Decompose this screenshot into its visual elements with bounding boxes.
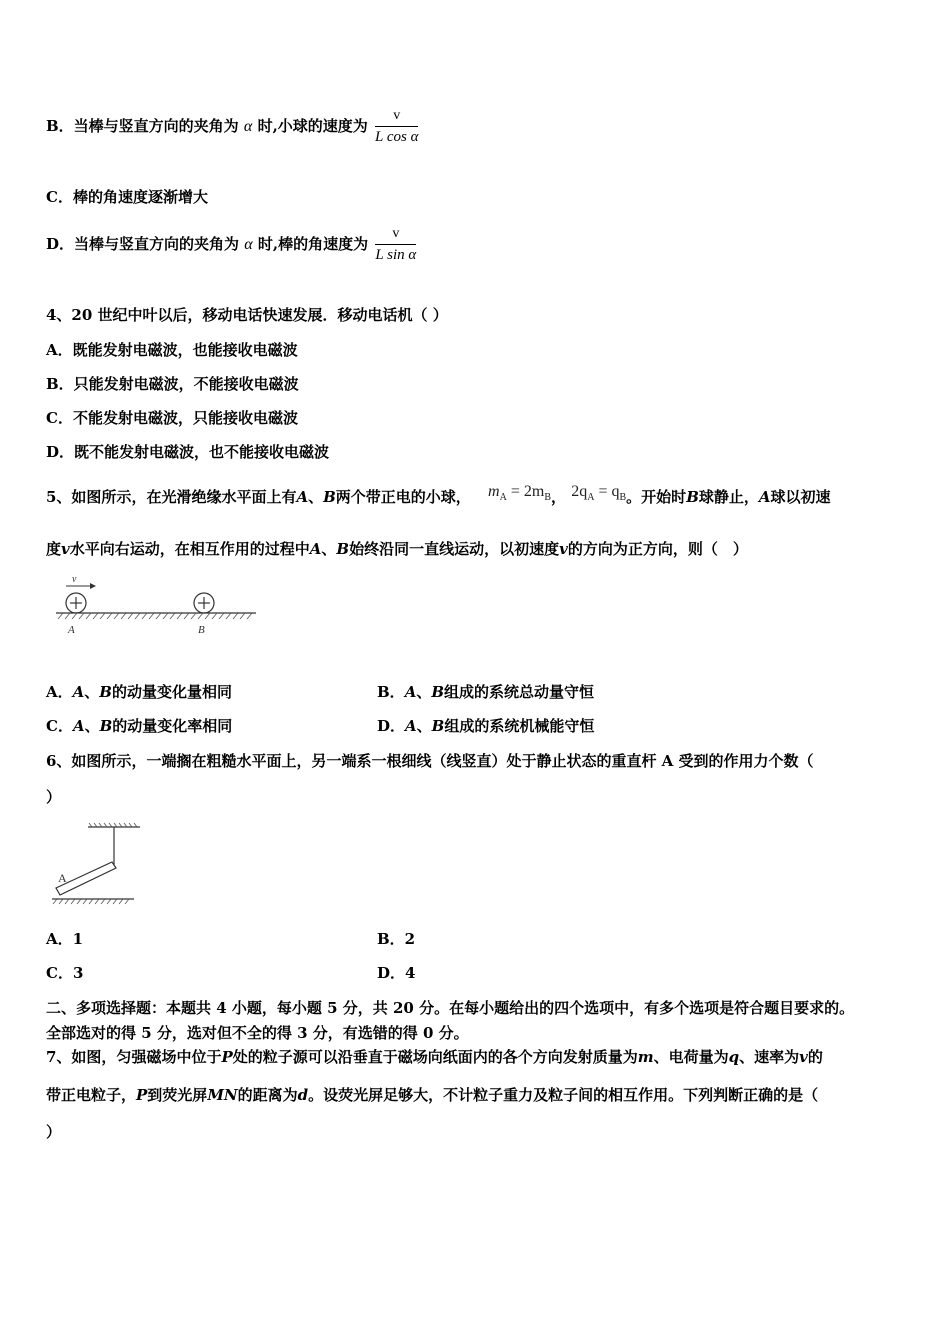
q5-stem-text: 。开始时 xyxy=(626,488,687,506)
q5-ball-b-label: B xyxy=(99,717,113,735)
q6-floor xyxy=(52,899,134,904)
q5-ball-b-label: B xyxy=(686,488,699,506)
q3-option-d-fraction xyxy=(375,226,416,264)
q7-stem-text: 的距离为 xyxy=(237,1086,298,1104)
q3-option-c: C．棒的角速度逐渐增大 xyxy=(46,188,208,206)
q5-stem-text: 水平向右运动，在相互作用的过程中 xyxy=(69,540,310,558)
q5-eq-mass-rsub: B xyxy=(544,492,551,504)
q3-option-b-fraction xyxy=(375,108,418,146)
q7-stem-text: 处的粒子源可以沿垂直于磁场向纸面内的各个方向发射质量为 xyxy=(232,1048,638,1066)
q5-stem-text: 两个带正电的小球， xyxy=(335,488,471,506)
q5-ball-b-label: B xyxy=(336,540,350,558)
q5-stem-text: 5、如图所示，在光滑绝缘水平面上有 xyxy=(46,488,297,506)
q4-option-b: B．只能发射电磁波，不能接收电磁波 xyxy=(46,375,299,393)
q5-stem-text: 始终沿同一直线运动，以初速度 xyxy=(349,540,560,558)
q7-stem-text: 7、如图，匀强磁场中位于 xyxy=(46,1048,222,1066)
q3-option-d-post: 时,棒的角速度为 xyxy=(257,235,369,253)
q5-ball-a-label: A xyxy=(296,488,309,506)
q5-ball-a xyxy=(66,593,86,613)
q5-option-b xyxy=(377,681,594,702)
q5-option-b-text: 组成的系统总动量守恒 xyxy=(444,683,595,701)
q7-mass-symbol: m xyxy=(637,1048,654,1066)
q6-rod-label: A xyxy=(58,871,67,885)
q5-ball-a-label: A xyxy=(405,717,417,735)
q5-comma: ， xyxy=(550,488,566,506)
q5-sep: 、 xyxy=(321,540,337,558)
q7-stem-text: 、速率为 xyxy=(739,1048,800,1066)
q5-eq-charge-lhs: 2q xyxy=(571,483,588,500)
q6-ceiling xyxy=(88,823,140,827)
q6-option-b: B．2 xyxy=(377,930,416,948)
q3-option-b-post: 时,小球的速度为 xyxy=(257,117,368,135)
q7-stem-line2 xyxy=(46,1084,818,1105)
q5-sep: 、 xyxy=(308,488,324,506)
q6-stem-line2: ） xyxy=(46,788,62,806)
q3-option-d-numerator: v xyxy=(375,226,416,245)
q6-stem-line1: 6、如图所示，一端搁在粗糙水平面上，另一端系一根细线（线竖直）处于静止状态的重直杆 A 受到的作用力个数（ xyxy=(46,752,814,770)
q5-velocity: v xyxy=(559,540,568,558)
q5-ball-b xyxy=(194,593,214,613)
q4-stem: 4、20 世纪中叶以后，移动电话快速发展．移动电话机（ ） xyxy=(46,306,448,324)
q5-eq-mass-lhs: m xyxy=(488,483,500,500)
q5-option-c xyxy=(46,715,232,736)
q5-option-d-text: 组成的系统机械能守恒 xyxy=(444,717,595,735)
q5-option-d-prefix: D． xyxy=(377,717,406,735)
q7-stem-text: 、电荷量为 xyxy=(653,1048,729,1066)
q5-figure-a-label: A xyxy=(68,624,75,636)
q7-distance-symbol: d xyxy=(297,1086,309,1104)
q7-stem-text: 的 xyxy=(807,1048,823,1066)
q7-stem-text: 带正电粒子， xyxy=(46,1086,137,1104)
q3-option-b-angle: α xyxy=(243,118,253,135)
q5-sep: 、 xyxy=(84,717,100,735)
section2-instructions-line2: 全部选对的得 5 分，选对但不全的得 3 分，有选错的得 0 分。 xyxy=(46,1024,469,1042)
q5-velocity-arrow xyxy=(66,583,96,589)
q5-stem-text: 球以初速 xyxy=(770,488,831,506)
q7-stem-line3: ） xyxy=(46,1123,62,1141)
q4-option-a: A．既能发射电磁波，也能接收电磁波 xyxy=(46,341,298,359)
q5-eq-mass xyxy=(488,483,551,504)
q3-option-d-pre: D．当棒与竖直方向的夹角为 xyxy=(46,235,240,253)
q5-stem-text: 的方向为正方向，则（ ） xyxy=(567,540,748,558)
q5-ball-a-label: A xyxy=(72,717,85,735)
q5-eq-charge xyxy=(571,483,627,504)
q5-eq-charge-rhs: = q xyxy=(594,483,620,500)
q3-option-b-pre: B．当棒与竖直方向的夹角为 xyxy=(46,117,239,135)
q5-stem-line2 xyxy=(46,538,748,559)
q5-sep: 、 xyxy=(84,683,100,701)
q7-point-p: P xyxy=(221,1048,233,1066)
q5-ball-b-label: B xyxy=(99,683,112,701)
q5-ball-b-label: B xyxy=(431,717,445,735)
q7-point-p: P xyxy=(136,1086,148,1104)
q5-sep: 、 xyxy=(416,683,432,701)
q5-stem-text: 度 xyxy=(46,540,62,558)
q5-figure-b-label: B xyxy=(198,624,205,636)
q5-figure-v-label: v xyxy=(72,574,77,585)
q5-velocity: v xyxy=(61,540,70,558)
q5-eq-charge-rsub: B xyxy=(619,492,627,504)
q4-option-d: D．既不能发射电磁波，也不能接收电磁波 xyxy=(46,443,330,461)
q5-sep: 、 xyxy=(416,717,432,735)
q5-option-c-text: 的动量变化率相同 xyxy=(112,717,233,735)
q5-ball-b-label: B xyxy=(431,683,445,701)
q5-ground xyxy=(56,613,256,619)
q3-option-d-angle: α xyxy=(244,236,253,253)
q5-figure xyxy=(50,570,262,640)
q7-stem-text: 。设荧光屏足够大，不计粒子重力及粒子间的相互作用。下列判断正确的是（ xyxy=(308,1086,819,1104)
q6-option-c: C．3 xyxy=(46,964,84,982)
section2-instructions-line1: 二、多项选择题：本题共 4 小题，每小题 5 分，共 20 分。在每小题给出的四个选项中，有多个选项是符合题目要求的。 xyxy=(46,999,855,1017)
q3-option-d xyxy=(46,226,418,264)
q5-option-b-prefix: B． xyxy=(377,683,405,701)
q5-ball-a-label: A xyxy=(758,488,771,506)
q5-option-d xyxy=(377,715,594,736)
q4-option-c: C．不能发射电磁波，只能接收电磁波 xyxy=(46,409,298,427)
q5-eq-mass-lsub: A xyxy=(499,492,507,504)
q5-option-a-prefix: A． xyxy=(46,683,73,701)
q6-figure xyxy=(48,820,144,910)
q5-option-a xyxy=(46,681,232,702)
q5-option-c-prefix: C． xyxy=(46,717,73,735)
q5-ball-a-label: A xyxy=(404,683,417,701)
q5-ball-a-label: A xyxy=(309,540,322,558)
q3-option-b-numerator: v xyxy=(375,108,418,127)
q5-ball-a-label: A xyxy=(72,683,85,701)
q7-speed-symbol: v xyxy=(799,1048,808,1066)
q5-option-a-text: 的动量变化量相同 xyxy=(111,683,232,701)
q3-option-b-denominator: L cos α xyxy=(375,129,419,145)
q5-stem-text: 球静止， xyxy=(698,488,759,506)
q6-option-a: A．1 xyxy=(46,930,84,948)
q5-stem-line1 xyxy=(46,483,831,509)
q7-stem-line1 xyxy=(46,1046,823,1067)
q6-option-d: D．4 xyxy=(377,964,416,982)
q7-stem-text: 到荧光屏 xyxy=(147,1086,208,1104)
q3-option-d-denominator: L sin α xyxy=(375,247,417,263)
q5-eq-charge-lsub: A xyxy=(587,492,595,504)
q3-option-b xyxy=(46,108,420,146)
q7-charge-symbol: q xyxy=(728,1048,740,1066)
q5-eq-mass-rhs: = 2m xyxy=(506,483,545,500)
q7-screen-mn: MN xyxy=(207,1086,238,1104)
q5-ball-b-label: B xyxy=(323,488,336,506)
